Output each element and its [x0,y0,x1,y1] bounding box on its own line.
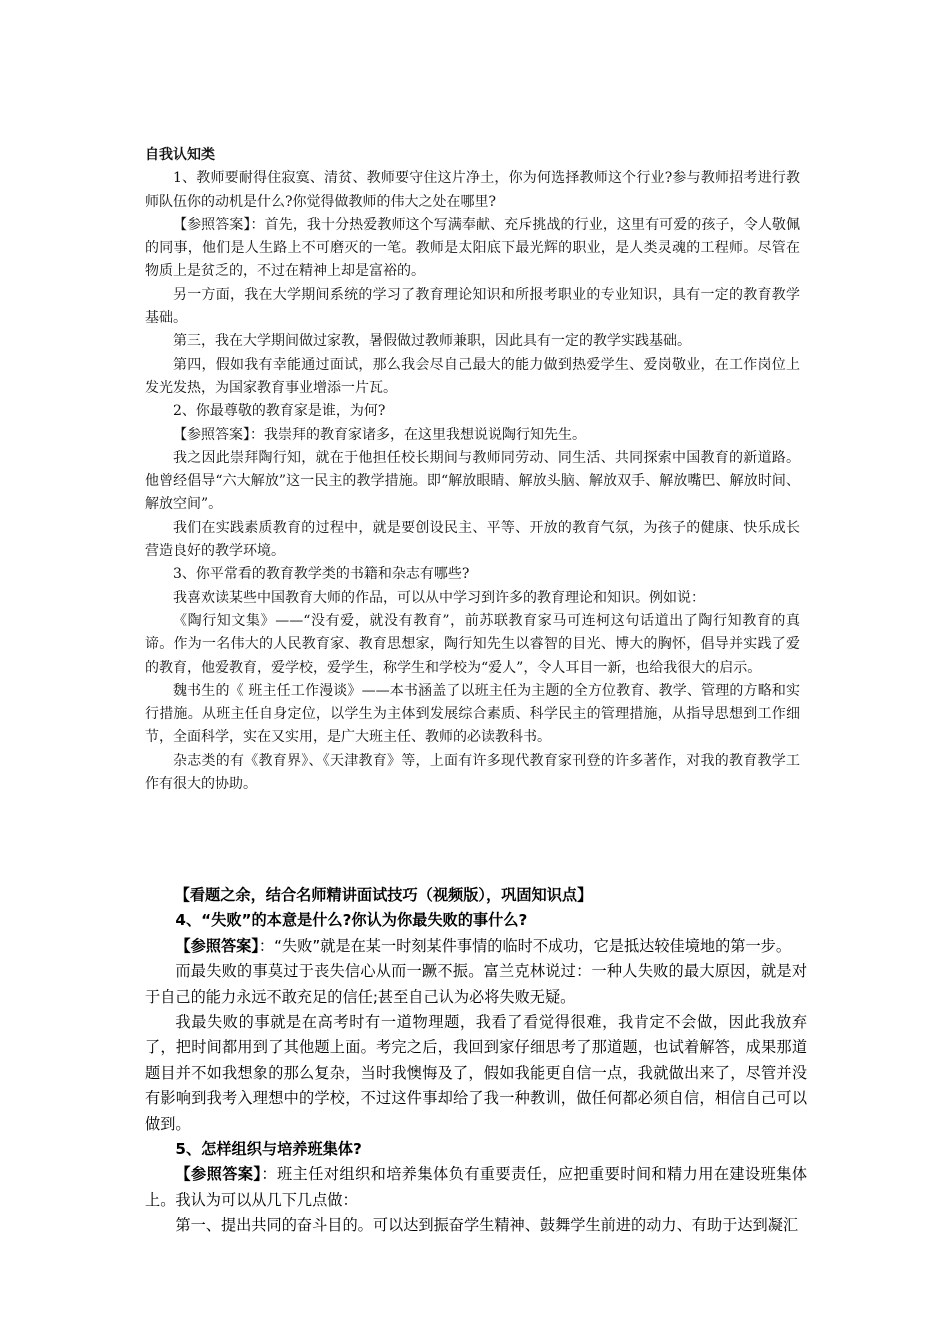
self-cognition-section [145,144,800,796]
answer-1-paragraph: 第三，我在大学期间做过家教，暑假做过教师兼职，因此具有一定的教学实践基础。 [173,333,691,350]
answer-5-paragraph: 第一、提出共同的奋斗目的。可以达到振奋学生精神、鼓舞学生前进的动力、有助于达到凝汇 [175,1216,799,1235]
answer-4-paragraph [145,934,807,959]
question-2: 2、你最尊敬的教育家是谁，为何? [173,403,386,420]
answer-4-paragraph: 我最失败的事就是在高考时有一道物理题，我看了看觉得很难，我肯定不会做，因此我放弃了，把时间都用到了其他题上面。考完之后，我回到家仔细思考了那道题，也试着解答，成果那道题目并不如我想象的那么复杂，当时我懊悔及了，假如我能更自信一点，我就做出来了，尽管并没有影响到我考入理想中的学校，不过这件事却给了我一种教训，做任何都必须自信，相信自己可以做到。 [145,1013,807,1133]
answer-3-paragraph: 魏书生的《 班主任工作漫谈》——本书涵盖了以班主任为主题的全方位教育、教学、管理的方略和实行措施。从班主任自身定位，以学生为主体到发展综合素质、科学民主的管理措施，从指导思想到工作细节，全面科学，实在又实用，是广大班主任、教师的必读教科书。 [145,682,800,746]
answer-3-paragraph: 《陶行知文集》——“没有爱，就没有教育”，前苏联教育家马可连柯这句话道出了陶行知教育的真谛。作为一名伟大的人民教育家、教育思想家，陶行知先生以睿智的目光、博大的胸怀，倡导并实践了爱的教育，他爱教育，爱学校，爱学生，称学生和学校为“爱人”，令人耳目一新，也给我很大的启示。 [145,612,800,676]
promo-line: 【看题之余，结合名师精讲面试技巧（视频版），巩固知识点】 [174,886,593,904]
section-heading: 自我认知类 [145,147,215,163]
answer-2-paragraph: 我之因此崇拜陶行知，就在于他担任校长期间与教师同劳动、同生活、共同探索中国教育的新道路。他曾经倡导“六大解放”这一民主的教学措施。即“解放眼睛、解放头脑、解放双手、解放嘴巴、解放时间、解放空间”。 [145,449,800,513]
question-3: 3、你平常看的教育教学类的书籍和杂志有哪些? [173,566,470,583]
question-4: 4、“失败”的本意是什么?你认为你最失败的事什么? [175,911,528,930]
answer-text: ：“失败”就是在某一时刻某件事情的临时不成功，它是抵达较佳境地的第一步。 [258,936,792,955]
answer-1-paragraph: 另一方面，我在大学期间系统的学习了教育理论知识和所报考职业的专业知识，具有一定的教育教学基础。 [145,286,800,327]
answer-text: ：班主任对组织和培养集体负有重要责任，应把重要时间和精力用在建设班集体上。我认为可以从几下几点做： [145,1165,808,1209]
answer-label: 【参照答案】 [175,1165,262,1184]
answer-3-paragraph: 我喜欢读某些中国教育大师的作品，可以从中学习到许多的教育理论和知识。例如说： [173,589,705,606]
answer-1-paragraph: 【参照答案】：首先，我十分热爱教师这个写满奉献、充斥挑战的行业，这里有可爱的孩子，令人敬佩的同事，他们是人生路上不可磨灭的一笔。教师是太阳底下最光辉的职业，是人类灵魂的工程师。尽管在物质上是贫乏的，不过在精神上却是富裕的。 [145,216,800,280]
question-1: 1、教师要耐得住寂寞、清贫、教师要守住这片净土，你为何选择教师这个行业?参与教师招考进行教师队伍你的动机是什么?你觉得做教师的伟大之处在哪里? [145,170,800,210]
answer-1-paragraph: 第四，假如我有幸能通过面试，那么我会尽自己最大的能力做到热爱学生、爱岗敬业，在工作岗位上发光发热，为国家教育事业增添一片瓦。 [145,356,800,396]
answer-label: 【参照答案】 [175,936,259,955]
answer-5-paragraph [145,1162,807,1213]
answer-2-paragraph: 我们在实践素质教育的过程中，就是要创设民主、平等、开放的教育气氛，为孩子的健康、快乐成长营造良好的教学环境。 [145,519,800,560]
answer-4-paragraph: 而最失败的事莫过于丧失信心从而一蹶不振。富兰克林说过：一种人失败的最大原因，就是对于自己的能力永远不敢充足的信任;甚至自己认为必将失败无疑。 [145,962,807,1006]
interview-questions-section [145,883,807,1239]
answer-2-paragraph: 【参照答案】：我崇拜的教育家诸多，在这里我想说说陶行知先生。 [173,426,586,443]
answer-3-paragraph: 杂志类的有《教育界》、《天津教育》等，上面有许多现代教育家刊登的许多著作，对我的教育教学工作有很大的协助。 [145,752,800,793]
question-5: 5、怎样组织与培养班集体? [175,1140,362,1159]
